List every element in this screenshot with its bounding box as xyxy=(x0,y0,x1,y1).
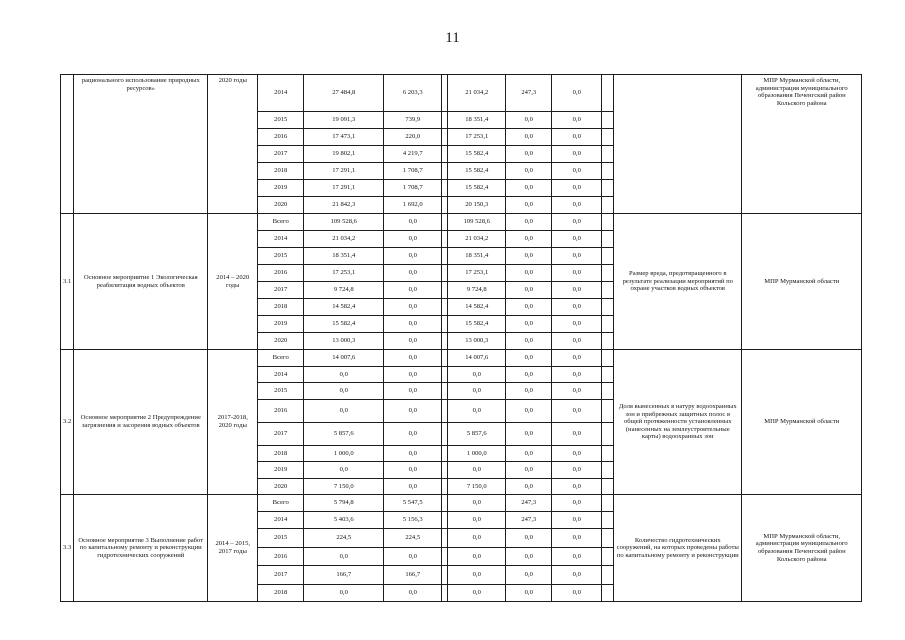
other-cell: 0,0 xyxy=(552,367,602,383)
spacer-cell xyxy=(602,214,614,231)
spacer-cell xyxy=(602,231,614,248)
other-cell: 0,0 xyxy=(552,265,602,282)
other-cell: 0,0 xyxy=(552,529,602,548)
page-number: 11 xyxy=(445,30,460,46)
total-cell: 5 794,8 xyxy=(304,495,384,512)
year-cell: 2016 xyxy=(258,129,304,146)
total-cell: 0,0 xyxy=(304,400,384,423)
year-cell: 2014 xyxy=(258,75,304,112)
year-cell: 2016 xyxy=(258,400,304,423)
spacer-cell xyxy=(602,265,614,282)
other-cell: 0,0 xyxy=(552,129,602,146)
other-cell: 0,0 xyxy=(552,299,602,316)
spacer-cell xyxy=(602,585,614,602)
other-cell: 0,0 xyxy=(552,180,602,197)
other-cell: 0,0 xyxy=(552,585,602,602)
year-cell: 2019 xyxy=(258,180,304,197)
table-row xyxy=(61,214,862,231)
year-cell: 2020 xyxy=(258,479,304,495)
other-cell: 0,0 xyxy=(552,383,602,400)
regional-cell: 0,0 xyxy=(448,548,506,566)
other-cell: 0,0 xyxy=(552,231,602,248)
other-cell: 0,0 xyxy=(552,333,602,350)
measure-period: 2014 – 2020 годы xyxy=(208,214,258,350)
regional-cell: 21 034,2 xyxy=(448,231,506,248)
federal-cell: 5 547,5 xyxy=(384,495,442,512)
measure-name: Основное мероприятие 2 Предупреждение загрязнения и засорения водных объектов xyxy=(74,350,208,495)
other-cell: 0,0 xyxy=(552,479,602,495)
indicator-text xyxy=(614,75,742,214)
regional-cell: 7 150,0 xyxy=(448,479,506,495)
other-cell: 0,0 xyxy=(552,197,602,214)
local-cell: 0,0 xyxy=(506,248,552,265)
spacer-cell xyxy=(602,512,614,529)
local-cell: 0,0 xyxy=(506,529,552,548)
local-cell: 0,0 xyxy=(506,400,552,423)
regional-cell: 18 351,4 xyxy=(448,248,506,265)
total-cell: 14 582,4 xyxy=(304,299,384,316)
federal-cell: 0,0 xyxy=(384,265,442,282)
spacer-cell xyxy=(602,248,614,265)
measure-period: 2014 – 2015, 2017 годы xyxy=(208,495,258,602)
regional-cell: 0,0 xyxy=(448,462,506,479)
other-cell: 0,0 xyxy=(552,512,602,529)
year-cell: 2019 xyxy=(258,316,304,333)
local-cell: 0,0 xyxy=(506,548,552,566)
other-cell: 0,0 xyxy=(552,566,602,585)
year-cell: 2020 xyxy=(258,333,304,350)
spacer-cell xyxy=(602,316,614,333)
executor-text: МПР Мурманской области, администрация муниципального образования Печенгский район Кольского района xyxy=(742,75,862,214)
federal-cell: 0,0 xyxy=(384,231,442,248)
local-cell: 0,0 xyxy=(506,585,552,602)
federal-cell: 0,0 xyxy=(384,248,442,265)
federal-cell: 0,0 xyxy=(384,462,442,479)
federal-cell: 739,9 xyxy=(384,112,442,129)
local-cell: 0,0 xyxy=(506,316,552,333)
total-cell: 0,0 xyxy=(304,585,384,602)
regional-cell: 0,0 xyxy=(448,585,506,602)
spacer-cell xyxy=(602,446,614,462)
other-cell: 0,0 xyxy=(552,112,602,129)
year-cell: 2015 xyxy=(258,248,304,265)
year-cell: 2014 xyxy=(258,231,304,248)
year-cell: 2018 xyxy=(258,446,304,462)
federal-cell: 0,0 xyxy=(384,214,442,231)
local-cell: 0,0 xyxy=(506,265,552,282)
local-cell: 0,0 xyxy=(506,231,552,248)
federal-cell: 0,0 xyxy=(384,383,442,400)
executor-text: МПР Мурманской области, администрация муниципального образования Печенгский район Кольского района xyxy=(742,495,862,602)
local-cell: 0,0 xyxy=(506,282,552,299)
total-cell: 27 484,8 xyxy=(304,75,384,112)
table-row xyxy=(61,75,862,112)
other-cell: 0,0 xyxy=(552,400,602,423)
regional-cell: 17 253,1 xyxy=(448,129,506,146)
measure-number: 3.3 xyxy=(61,495,74,602)
federal-cell: 0,0 xyxy=(384,548,442,566)
spacer-cell xyxy=(602,180,614,197)
federal-cell: 1 708,7 xyxy=(384,163,442,180)
year-cell: 2017 xyxy=(258,423,304,446)
other-cell: 0,0 xyxy=(552,423,602,446)
other-cell: 0,0 xyxy=(552,248,602,265)
year-cell: 2018 xyxy=(258,585,304,602)
measure-number: 3.2 xyxy=(61,350,74,495)
total-cell: 224,5 xyxy=(304,529,384,548)
spacer-cell xyxy=(602,400,614,423)
regional-cell: 0,0 xyxy=(448,495,506,512)
year-cell: 2018 xyxy=(258,163,304,180)
other-cell: 0,0 xyxy=(552,146,602,163)
total-cell: 17 291,1 xyxy=(304,163,384,180)
spacer-cell xyxy=(602,129,614,146)
total-cell: 14 007,6 xyxy=(304,350,384,367)
total-cell: 0,0 xyxy=(304,462,384,479)
spacer-cell xyxy=(602,75,614,112)
total-cell: 21 034,2 xyxy=(304,231,384,248)
spacer-cell xyxy=(602,197,614,214)
local-cell: 0,0 xyxy=(506,214,552,231)
year-cell: 2015 xyxy=(258,383,304,400)
year-cell: 2017 xyxy=(258,282,304,299)
year-cell: 2019 xyxy=(258,462,304,479)
regional-cell: 0,0 xyxy=(448,400,506,423)
other-cell: 0,0 xyxy=(552,462,602,479)
total-cell: 166,7 xyxy=(304,566,384,585)
program-table xyxy=(60,74,862,602)
spacer-cell xyxy=(602,529,614,548)
local-cell: 0,0 xyxy=(506,180,552,197)
regional-cell: 9 724,8 xyxy=(448,282,506,299)
local-cell: 0,0 xyxy=(506,333,552,350)
spacer-cell xyxy=(602,350,614,367)
regional-cell: 0,0 xyxy=(448,566,506,585)
total-cell: 109 528,6 xyxy=(304,214,384,231)
local-cell: 0,0 xyxy=(506,197,552,214)
federal-cell: 0,0 xyxy=(384,423,442,446)
federal-cell: 0,0 xyxy=(384,282,442,299)
regional-cell: 17 253,1 xyxy=(448,265,506,282)
federal-cell: 0,0 xyxy=(384,333,442,350)
indicator-text: Доля вынесенных в натуру водоохранных зон и прибрежных защитных полос в общей протяженности установленных (нанесенных на землеустроительные карты) водоохранных зон xyxy=(614,350,742,495)
local-cell: 0,0 xyxy=(506,383,552,400)
regional-cell: 15 582,4 xyxy=(448,316,506,333)
total-cell: 5 403,6 xyxy=(304,512,384,529)
federal-cell: 0,0 xyxy=(384,479,442,495)
spacer-cell xyxy=(602,146,614,163)
regional-cell: 15 582,4 xyxy=(448,146,506,163)
spacer-cell xyxy=(602,495,614,512)
regional-cell: 1 000,0 xyxy=(448,446,506,462)
regional-cell: 13 000,3 xyxy=(448,333,506,350)
other-cell: 0,0 xyxy=(552,75,602,112)
measure-period: 2017-2018, 2020 годы xyxy=(208,350,258,495)
spacer-cell xyxy=(602,333,614,350)
total-cell: 15 582,4 xyxy=(304,316,384,333)
federal-cell: 1 708,7 xyxy=(384,180,442,197)
local-cell: 0,0 xyxy=(506,129,552,146)
federal-cell: 0,0 xyxy=(384,400,442,423)
year-cell: 2014 xyxy=(258,367,304,383)
federal-cell: 1 692,0 xyxy=(384,197,442,214)
total-cell: 13 000,3 xyxy=(304,333,384,350)
spacer-cell xyxy=(602,462,614,479)
regional-cell: 0,0 xyxy=(448,383,506,400)
regional-cell: 5 857,6 xyxy=(448,423,506,446)
table-body xyxy=(61,75,862,602)
spacer-cell xyxy=(602,367,614,383)
federal-cell: 0,0 xyxy=(384,446,442,462)
spacer-cell xyxy=(602,163,614,180)
year-cell: 2016 xyxy=(258,548,304,566)
regional-cell: 15 582,4 xyxy=(448,180,506,197)
regional-cell: 109 528,6 xyxy=(448,214,506,231)
regional-cell: 18 351,4 xyxy=(448,112,506,129)
year-cell: 2015 xyxy=(258,112,304,129)
federal-cell: 0,0 xyxy=(384,367,442,383)
regional-cell: 14 582,4 xyxy=(448,299,506,316)
year-cell: 2016 xyxy=(258,265,304,282)
federal-cell: 166,7 xyxy=(384,566,442,585)
measure-number xyxy=(61,75,74,214)
local-cell: 0,0 xyxy=(506,367,552,383)
other-cell: 0,0 xyxy=(552,282,602,299)
year-cell: 2020 xyxy=(258,197,304,214)
total-cell: 0,0 xyxy=(304,367,384,383)
spacer-cell xyxy=(602,566,614,585)
federal-cell: 4 219,7 xyxy=(384,146,442,163)
total-cell: 19 802,1 xyxy=(304,146,384,163)
measure-name: Основное мероприятие 3 Выполнение работ по капитальному ремонту и реконструкции гидротехнических сооружений xyxy=(74,495,208,602)
other-cell: 0,0 xyxy=(552,548,602,566)
local-cell: 0,0 xyxy=(506,163,552,180)
executor-text: МПР Мурманской области xyxy=(742,350,862,495)
total-cell: 9 724,8 xyxy=(304,282,384,299)
total-cell: 0,0 xyxy=(304,383,384,400)
local-cell: 247,3 xyxy=(506,495,552,512)
measure-number: 3.1 xyxy=(61,214,74,350)
total-cell: 7 150,0 xyxy=(304,479,384,495)
measure-period: 2020 годы xyxy=(208,75,258,214)
spacer-cell xyxy=(602,423,614,446)
regional-cell: 20 150,3 xyxy=(448,197,506,214)
federal-cell: 0,0 xyxy=(384,316,442,333)
measure-name: Основное мероприятие 1 Экологическая реабилитация водных объектов xyxy=(74,214,208,350)
total-cell: 1 000,0 xyxy=(304,446,384,462)
year-cell: 2018 xyxy=(258,299,304,316)
regional-cell: 15 582,4 xyxy=(448,163,506,180)
federal-cell: 0,0 xyxy=(384,585,442,602)
table-row xyxy=(61,350,862,367)
local-cell: 0,0 xyxy=(506,423,552,446)
year-cell: 2017 xyxy=(258,566,304,585)
local-cell: 247,3 xyxy=(506,75,552,112)
regional-cell: 0,0 xyxy=(448,512,506,529)
total-cell: 21 842,3 xyxy=(304,197,384,214)
spacer-cell xyxy=(602,112,614,129)
local-cell: 0,0 xyxy=(506,566,552,585)
spacer-cell xyxy=(602,548,614,566)
local-cell: 0,0 xyxy=(506,479,552,495)
year-cell: 2014 xyxy=(258,512,304,529)
year-cell: 2015 xyxy=(258,529,304,548)
local-cell: 0,0 xyxy=(506,350,552,367)
regional-cell: 0,0 xyxy=(448,367,506,383)
spacer-cell xyxy=(602,479,614,495)
total-cell: 5 857,6 xyxy=(304,423,384,446)
federal-cell: 5 156,3 xyxy=(384,512,442,529)
table-row xyxy=(61,495,862,512)
year-cell: 2017 xyxy=(258,146,304,163)
local-cell: 247,3 xyxy=(506,512,552,529)
federal-cell: 224,5 xyxy=(384,529,442,548)
measure-name: рационального использование природных ресурсов» xyxy=(74,75,208,214)
federal-cell: 6 203,3 xyxy=(384,75,442,112)
indicator-text: Количество гидротехнических сооружений, на которых проведены работы по капитальному ремонту и реконструкции xyxy=(614,495,742,602)
spacer-cell xyxy=(602,299,614,316)
regional-cell: 21 034,2 xyxy=(448,75,506,112)
year-cell: Всего xyxy=(258,495,304,512)
local-cell: 0,0 xyxy=(506,446,552,462)
other-cell: 0,0 xyxy=(552,316,602,333)
federal-cell: 0,0 xyxy=(384,299,442,316)
total-cell: 0,0 xyxy=(304,548,384,566)
regional-cell: 14 007,6 xyxy=(448,350,506,367)
regional-cell: 0,0 xyxy=(448,529,506,548)
other-cell: 0,0 xyxy=(552,214,602,231)
federal-cell: 0,0 xyxy=(384,350,442,367)
total-cell: 17 473,1 xyxy=(304,129,384,146)
other-cell: 0,0 xyxy=(552,495,602,512)
indicator-text: Размер вреда, предотвращенного в результате реализации мероприятий по охране участков водных объектов xyxy=(614,214,742,350)
other-cell: 0,0 xyxy=(552,446,602,462)
local-cell: 0,0 xyxy=(506,462,552,479)
total-cell: 17 291,1 xyxy=(304,180,384,197)
total-cell: 18 351,4 xyxy=(304,248,384,265)
local-cell: 0,0 xyxy=(506,299,552,316)
year-cell: Всего xyxy=(258,350,304,367)
total-cell: 19 091,3 xyxy=(304,112,384,129)
executor-text: МПР Мурманской области xyxy=(742,214,862,350)
other-cell: 0,0 xyxy=(552,163,602,180)
local-cell: 0,0 xyxy=(506,112,552,129)
federal-cell: 220,0 xyxy=(384,129,442,146)
local-cell: 0,0 xyxy=(506,146,552,163)
other-cell: 0,0 xyxy=(552,350,602,367)
spacer-cell xyxy=(602,282,614,299)
total-cell: 17 253,1 xyxy=(304,265,384,282)
year-cell: Всего xyxy=(258,214,304,231)
spacer-cell xyxy=(602,383,614,400)
